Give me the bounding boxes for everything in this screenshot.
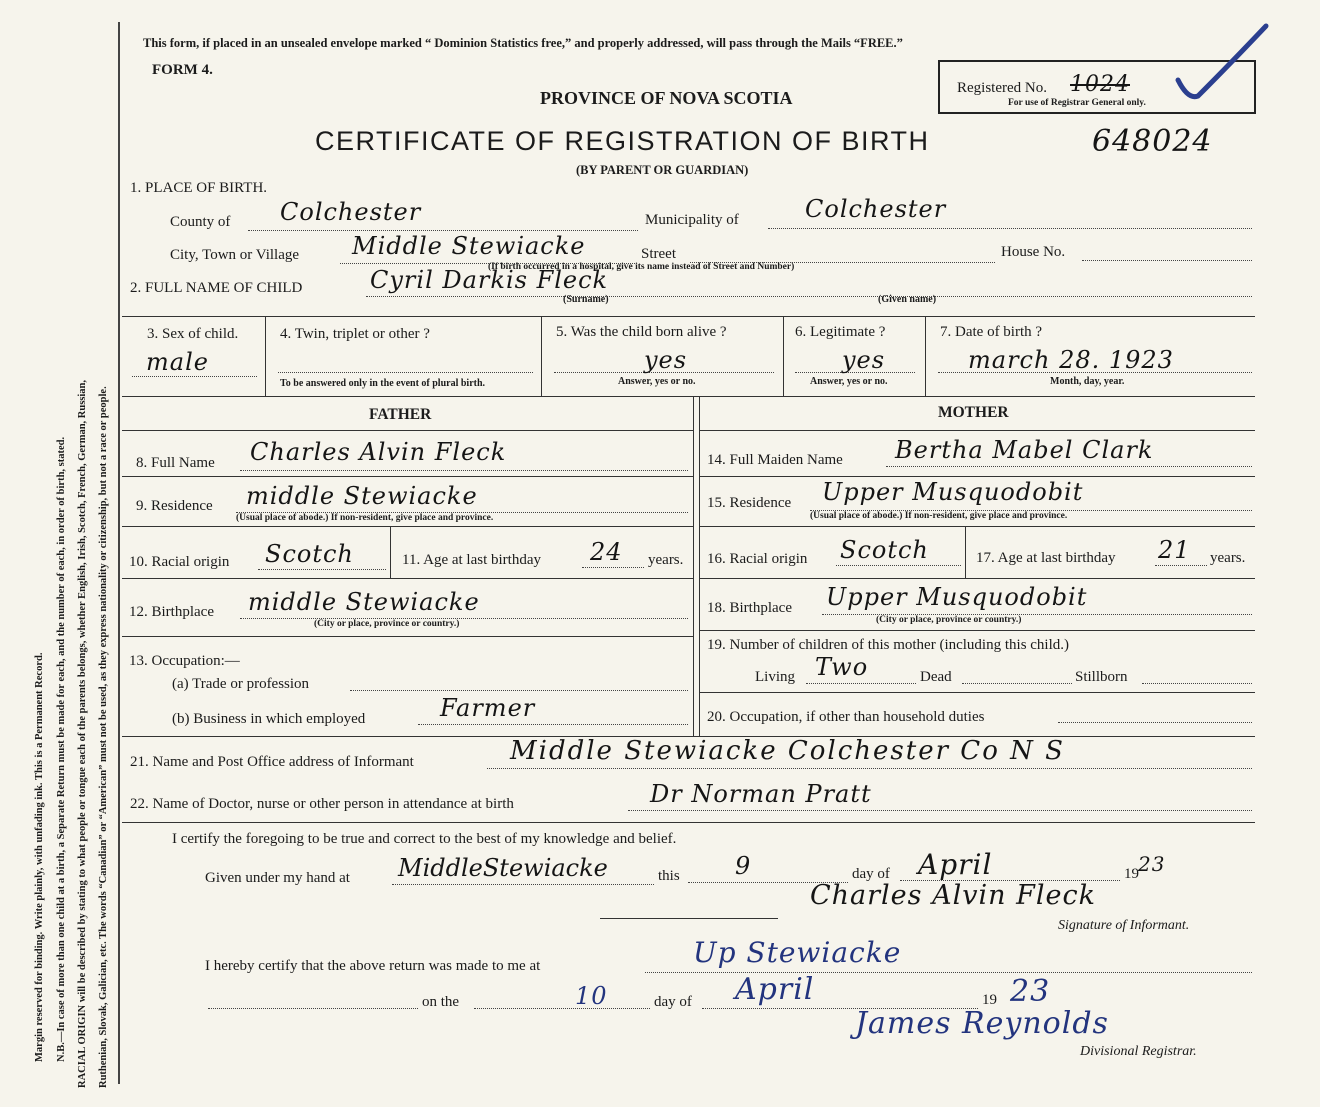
father-mother-divider-2 bbox=[699, 396, 700, 736]
given-this-label: this bbox=[658, 868, 680, 884]
city-label: City, Town or Village bbox=[170, 247, 300, 263]
informant-line bbox=[487, 768, 1252, 769]
municipality-value: Colchester bbox=[805, 195, 947, 223]
father-rule-5 bbox=[122, 636, 693, 637]
form-number: FORM 4. bbox=[152, 62, 213, 78]
mother-birthplace-label: 18. Birthplace bbox=[707, 600, 792, 616]
mother-occupation-label: 20. Occupation, if other than household duties bbox=[707, 709, 985, 725]
mother-rule-2 bbox=[699, 476, 1255, 477]
father-residence-value: middle Stewiacke bbox=[246, 482, 478, 510]
province-heading: PROVINCE OF NOVA SCOTIA bbox=[540, 88, 793, 108]
child-name-label: 2. FULL NAME OF CHILD bbox=[130, 280, 303, 296]
dead-label: Dead bbox=[920, 669, 952, 685]
informant-signature: Charles Alvin Fleck bbox=[810, 880, 1096, 911]
child-name-line bbox=[366, 296, 1252, 297]
house-line bbox=[1082, 260, 1252, 261]
mother-residence-label: 15. Residence bbox=[707, 495, 792, 511]
father-name-value: Charles Alvin Fleck bbox=[250, 438, 507, 466]
father-race-label: 10. Racial origin bbox=[129, 554, 230, 570]
certify-text: I certify the foregoing to be true and correct to the best of my knowledge and belief. bbox=[172, 831, 677, 847]
hospital-note: (If birth occurred in a hospital, give its name instead of Street and Number) bbox=[488, 262, 795, 272]
legitimate-value: yes bbox=[842, 346, 886, 374]
sex-label: 3. Sex of child. bbox=[147, 326, 239, 342]
registrar-day-line bbox=[474, 1008, 650, 1009]
father-birthplace-note: (City or place, province or country.) bbox=[314, 619, 460, 629]
certificate-title: CERTIFICATE OF REGISTRATION OF BIRTH bbox=[315, 126, 930, 156]
living-label: Living bbox=[755, 669, 795, 685]
informant-signature-line bbox=[600, 918, 778, 919]
business-value: Farmer bbox=[440, 694, 536, 722]
registrar-place-value: Up Stewiacke bbox=[693, 936, 902, 969]
mother-age-line bbox=[1155, 565, 1207, 566]
mother-rule-4 bbox=[699, 578, 1255, 579]
given-year-value: 23 bbox=[1138, 852, 1166, 876]
divider-4-5 bbox=[541, 316, 542, 396]
registrar-day-value: 10 bbox=[575, 982, 608, 1010]
certificate-subtitle: (BY PARENT OR GUARDIAN) bbox=[576, 163, 749, 177]
registrar-dayof-label: day of bbox=[654, 994, 692, 1010]
twin-label: 4. Twin, triplet or other ? bbox=[280, 326, 430, 342]
alive-note: Answer, yes or no. bbox=[618, 376, 696, 387]
given-dayof-label: day of bbox=[852, 866, 890, 882]
doctor-value: Dr Norman Pratt bbox=[650, 780, 872, 808]
father-race-value: Scotch bbox=[265, 540, 354, 568]
mother-residence-note: (Usual place of abode.) If non-resident, give place and province. bbox=[810, 511, 1068, 521]
county-label: County of bbox=[170, 214, 231, 230]
mother-rule-6 bbox=[699, 692, 1255, 693]
mother-rule-5 bbox=[699, 630, 1255, 631]
mother-heading: MOTHER bbox=[938, 404, 1009, 421]
mother-years: years. bbox=[1210, 550, 1246, 566]
father-name-label: 8. Full Name bbox=[136, 455, 215, 471]
city-value: Middle Stewiacke bbox=[352, 232, 586, 260]
father-birthplace-line bbox=[240, 618, 688, 619]
place-heading: 1. PLACE OF BIRTH. bbox=[130, 180, 268, 196]
check-mark-icon bbox=[1170, 14, 1280, 104]
registrar-signature: James Reynolds bbox=[855, 1006, 1109, 1041]
alive-value: yes bbox=[644, 346, 688, 374]
father-race-line bbox=[258, 569, 386, 570]
registrar-label: Divisional Registrar. bbox=[1080, 1044, 1197, 1059]
margin-rule bbox=[118, 22, 120, 1084]
municipality-line bbox=[768, 228, 1252, 229]
child-name-value: Cyril Darkis Fleck bbox=[370, 266, 609, 294]
father-heading: FATHER bbox=[369, 406, 432, 423]
mother-race-value: Scotch bbox=[840, 536, 929, 564]
dob-value: march 28. 1923 bbox=[968, 346, 1174, 374]
mother-name-label: 14. Full Maiden Name bbox=[707, 452, 843, 468]
doctor-label: 22. Name of Doctor, nurse or other person in attendance at birth bbox=[130, 796, 514, 812]
father-residence-label: 9. Residence bbox=[136, 498, 213, 514]
divider-5-6 bbox=[783, 316, 784, 396]
trade-line bbox=[350, 690, 688, 691]
mother-rule-3 bbox=[699, 526, 1255, 527]
father-birthplace-value: middle Stewiacke bbox=[248, 588, 480, 616]
mother-race-line bbox=[836, 565, 961, 566]
business-line bbox=[418, 724, 688, 725]
children-label: 19. Number of children of this mother (including this child.) bbox=[707, 637, 1070, 653]
alive-label: 5. Was the child born alive ? bbox=[556, 324, 727, 340]
father-age-label: 11. Age at last birthday bbox=[402, 552, 541, 568]
divider-6-7 bbox=[925, 316, 926, 396]
business-label: (b) Business in which employed bbox=[172, 711, 366, 727]
legitimate-note: Answer, yes or no. bbox=[810, 376, 888, 387]
given-month-value: April bbox=[918, 848, 993, 881]
rule-row3-bottom bbox=[122, 396, 1255, 397]
mother-birthplace-value: Upper Musquodobit bbox=[826, 583, 1088, 611]
father-mother-divider bbox=[693, 396, 694, 736]
mother-birthplace-note: (City or place, province or country.) bbox=[876, 615, 1022, 625]
municipality-label: Municipality of bbox=[645, 212, 739, 228]
mother-rule-1 bbox=[699, 430, 1255, 431]
margin-note-4: Ruthenian, Slovak, Galician, etc. The words “Canadian” or “American” must not be used, as they express nationality or citizenship, but not a race or people. bbox=[98, 386, 109, 1088]
occupation-label: 13. Occupation:— bbox=[129, 653, 240, 669]
trade-label: (a) Trade or profession bbox=[172, 676, 310, 692]
father-rule-3 bbox=[122, 526, 693, 527]
doctor-line bbox=[628, 810, 1252, 811]
twin-note: To be answered only in the event of plural birth. bbox=[280, 378, 486, 389]
given-label: Given under my hand at bbox=[205, 870, 350, 886]
registered-label: Registered No. bbox=[957, 80, 1047, 96]
father-residence-note: (Usual place of abode.) If non-resident, give place and province. bbox=[236, 513, 494, 523]
father-rule-1 bbox=[122, 430, 693, 431]
father-years: years. bbox=[648, 552, 684, 568]
margin-note-1: Margin reserved for binding. Write plainly, with unfading ink. This is a Permanent Record. bbox=[34, 652, 45, 1062]
mother-residence-value: Upper Musquodobit bbox=[822, 478, 1084, 506]
father-rule-4 bbox=[122, 578, 693, 579]
given-name-note: (Given name) bbox=[878, 294, 937, 305]
informant-signature-label: Signature of Informant. bbox=[1058, 918, 1190, 933]
mother-race-divider bbox=[965, 526, 966, 578]
father-age-value: 24 bbox=[590, 538, 623, 566]
registrar-month-value: April bbox=[735, 972, 815, 1007]
dead-line bbox=[962, 683, 1072, 684]
registrar-text: I hereby certify that the above return was made to me at bbox=[205, 958, 541, 974]
informant-value: Middle Stewiacke Colchester Co N S bbox=[510, 736, 1065, 766]
dob-note: Month, day, year. bbox=[1050, 376, 1125, 387]
informant-label: 21. Name and Post Office address of Informant bbox=[130, 754, 414, 770]
father-name-line bbox=[240, 470, 688, 471]
sex-value: male bbox=[146, 348, 209, 376]
mother-name-line bbox=[886, 466, 1252, 467]
given-place-line bbox=[392, 884, 654, 885]
registrar-year-prefix: 19 bbox=[982, 992, 997, 1008]
county-line bbox=[248, 230, 638, 231]
dob-label: 7. Date of birth ? bbox=[940, 324, 1043, 340]
living-line bbox=[806, 683, 916, 684]
mother-race-label: 16. Racial origin bbox=[707, 551, 808, 567]
registered-number: 1024 bbox=[1070, 72, 1130, 97]
registrar-year-value: 23 bbox=[1010, 974, 1051, 1009]
county-value: Colchester bbox=[280, 198, 422, 226]
mother-name-value: Bertha Mabel Clark bbox=[895, 436, 1154, 464]
given-year-prefix: 19 bbox=[1124, 866, 1139, 882]
registrar-on-label: on the bbox=[422, 994, 460, 1010]
stillborn-label: Stillborn bbox=[1075, 669, 1128, 685]
stillborn-line bbox=[1142, 683, 1252, 684]
registered-note: For use of Registrar General only. bbox=[1008, 98, 1146, 108]
mother-age-label: 17. Age at last birthday bbox=[976, 550, 1116, 566]
surname-note: (Surname) bbox=[563, 294, 609, 305]
street-label: Street bbox=[641, 246, 676, 262]
father-age-line bbox=[582, 567, 644, 568]
mother-occupation-line bbox=[1058, 722, 1252, 723]
given-place-value: MiddleStewiacke bbox=[398, 854, 608, 882]
given-day-value: 9 bbox=[735, 852, 752, 880]
father-race-divider bbox=[390, 526, 391, 578]
living-value: Two bbox=[815, 653, 869, 681]
sex-line bbox=[132, 376, 257, 377]
father-birthplace-label: 12. Birthplace bbox=[129, 604, 214, 620]
registrar-blank-line bbox=[208, 1008, 418, 1009]
margin-note-3: RACIAL ORIGIN will be described by stating to what people or tongue each of the parents belongs, whether English, Irish, Scotch, French, German, Russian, bbox=[77, 379, 88, 1088]
house-label: House No. bbox=[1001, 244, 1066, 260]
legitimate-label: 6. Legitimate ? bbox=[795, 324, 886, 340]
mother-age-value: 21 bbox=[1158, 536, 1191, 564]
twin-line bbox=[278, 372, 533, 373]
certificate-number: 648024 bbox=[1092, 124, 1213, 159]
father-rule-2 bbox=[122, 476, 693, 477]
divider-3-4 bbox=[265, 316, 266, 396]
rule-before-certify bbox=[122, 822, 1255, 823]
top-notice: This form, if placed in an unsealed envelope marked “ Dominion Statistics free,” and properly addressed, will pass through the Mails “FREE.” bbox=[143, 36, 903, 50]
margin-note-2: N.B.—In case of more than one child at a birth, a Separate Return must be made for each, and the number of each, in order of birth, stated. bbox=[56, 436, 67, 1062]
rule-row3-top bbox=[122, 316, 1255, 317]
